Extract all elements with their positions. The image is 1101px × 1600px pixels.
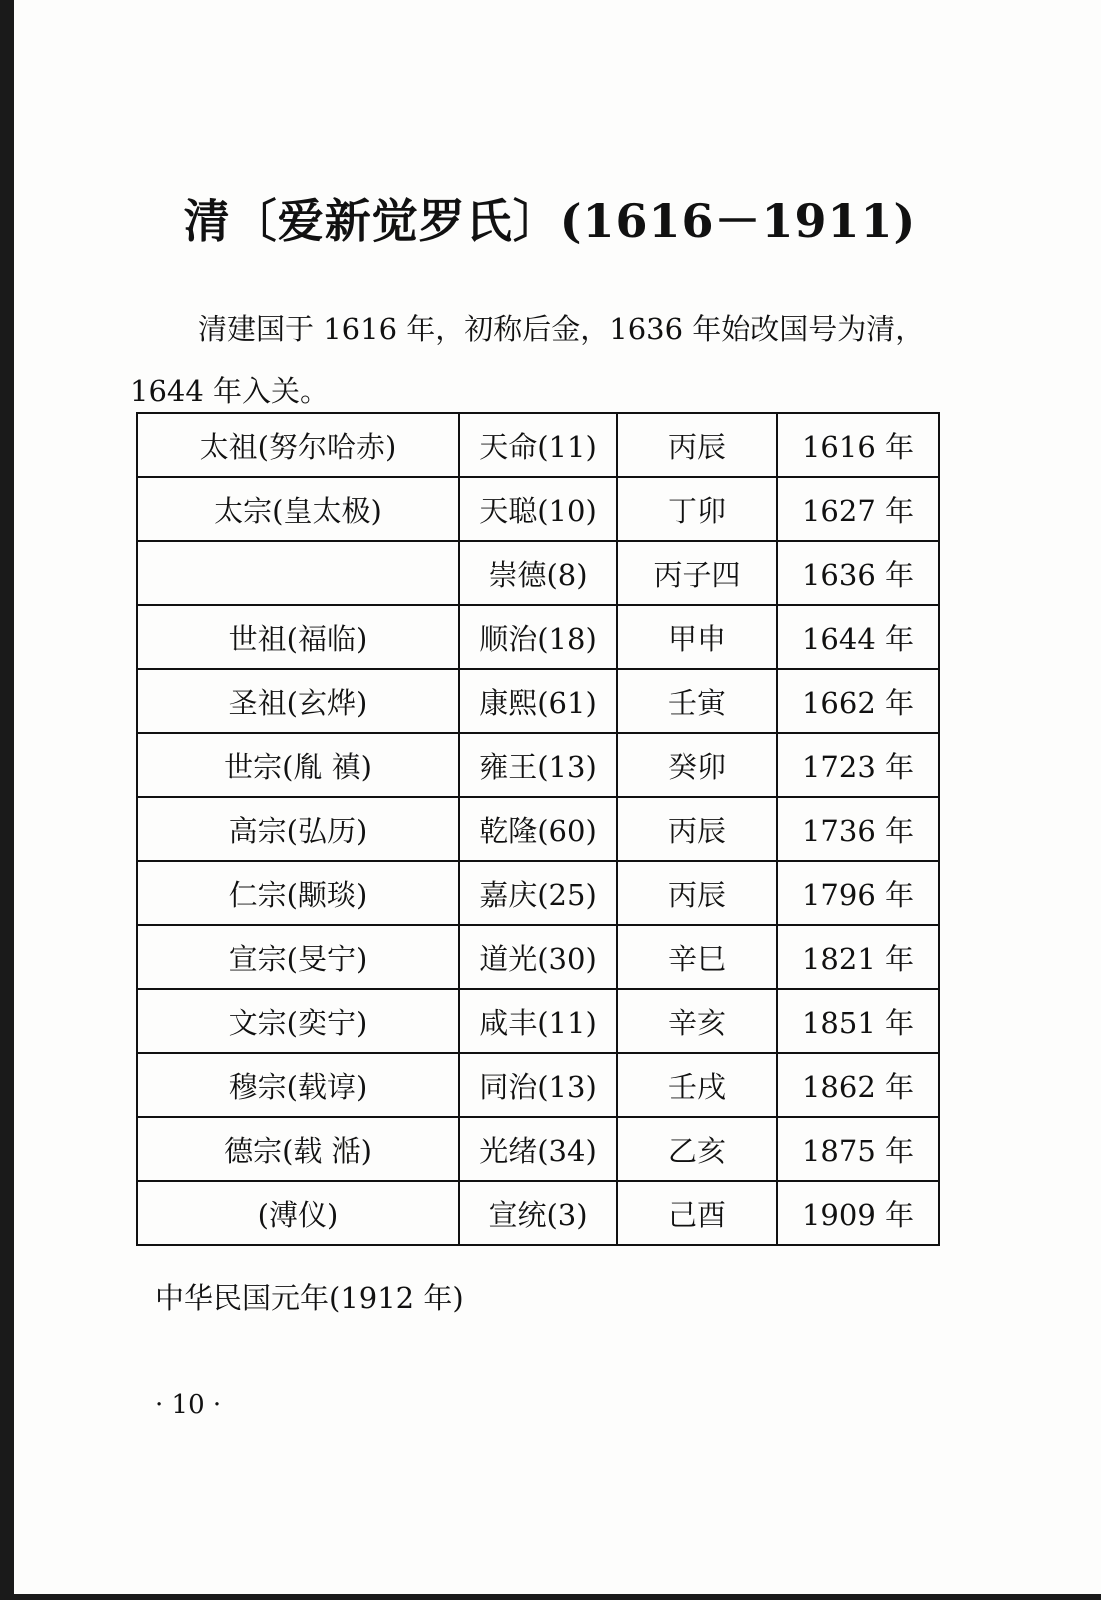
era-cell: 康熙(61) [459,669,617,733]
year-cell: 1909 年 [777,1181,939,1245]
ganzhi-cell: 乙亥 [617,1117,777,1181]
intro-paragraph: 清建国于 1616 年，初称后金，1636 年始改国号为清，1644 年入关。 [130,312,925,408]
ganzhi-cell: 丙辰 [617,413,777,477]
emperor-cell: 穆宗(载谆) [137,1053,459,1117]
table-row [137,669,939,733]
year-cell: 1875 年 [777,1117,939,1181]
emperor-cell: 德宗(载 湉) [137,1117,459,1181]
era-cell: 道光(30) [459,925,617,989]
era-cell: 乾隆(60) [459,797,617,861]
year-cell: 1862 年 [777,1053,939,1117]
era-cell: 光绪(34) [459,1117,617,1181]
era-cell: 嘉庆(25) [459,861,617,925]
era-cell: 崇德(8) [459,541,617,605]
year-cell: 1644 年 [777,605,939,669]
emperor-cell: 圣祖(玄烨) [137,669,459,733]
table-row [137,541,939,605]
year-cell: 1723 年 [777,733,939,797]
year-cell: 1736 年 [777,797,939,861]
ganzhi-cell: 甲申 [617,605,777,669]
table-row [137,1117,939,1181]
table-row [137,733,939,797]
table-row [137,605,939,669]
emperor-cell: 太宗(皇太极) [137,477,459,541]
table-row [137,797,939,861]
reign-table [136,412,940,1246]
ganzhi-cell: 壬寅 [617,669,777,733]
ganzhi-cell: 辛巳 [617,925,777,989]
year-cell: 1796 年 [777,861,939,925]
ganzhi-cell: 丙辰 [617,861,777,925]
ganzhi-cell: 丁卯 [617,477,777,541]
year-cell: 1851 年 [777,989,939,1053]
table-row [137,925,939,989]
year-cell: 1662 年 [777,669,939,733]
page-title: 清〔爱新觉罗氏〕(1616－1911) [183,194,917,248]
year-cell: 1636 年 [777,541,939,605]
ganzhi-cell: 壬戌 [617,1053,777,1117]
ganzhi-cell: 辛亥 [617,989,777,1053]
emperor-cell: 高宗(弘历) [137,797,459,861]
table-row [137,477,939,541]
ganzhi-cell: 己酉 [617,1181,777,1245]
emperor-cell [137,541,459,605]
table-row [137,1181,939,1245]
scan-bottom-edge [0,1594,1101,1600]
era-cell: 天命(11) [459,413,617,477]
scan-left-edge [0,0,14,1600]
era-cell: 天聪(10) [459,477,617,541]
table-row [137,861,939,925]
table-row [137,989,939,1053]
era-cell: 雍王(13) [459,733,617,797]
year-cell: 1821 年 [777,925,939,989]
emperor-cell: (溥仪) [137,1181,459,1245]
era-cell: 咸丰(11) [459,989,617,1053]
era-cell: 宣统(3) [459,1181,617,1245]
table-row [137,413,939,477]
emperor-cell: 太祖(努尔哈赤) [137,413,459,477]
ganzhi-cell: 丙子四 [617,541,777,605]
emperor-cell: 宣宗(旻宁) [137,925,459,989]
emperor-cell: 仁宗(颙琰) [137,861,459,925]
ganzhi-cell: 癸卯 [617,733,777,797]
emperor-cell: 文宗(奕宁) [137,989,459,1053]
year-cell: 1627 年 [777,477,939,541]
emperor-cell: 世祖(福临) [137,605,459,669]
page-number: · 10 · [155,1390,222,1420]
era-cell: 顺治(18) [459,605,617,669]
era-cell: 同治(13) [459,1053,617,1117]
emperor-cell: 世宗(胤 禛) [137,733,459,797]
year-cell: 1616 年 [777,413,939,477]
ganzhi-cell: 丙辰 [617,797,777,861]
table-row [137,1053,939,1117]
footer-note: 中华民国元年(1912 年) [155,1281,464,1315]
